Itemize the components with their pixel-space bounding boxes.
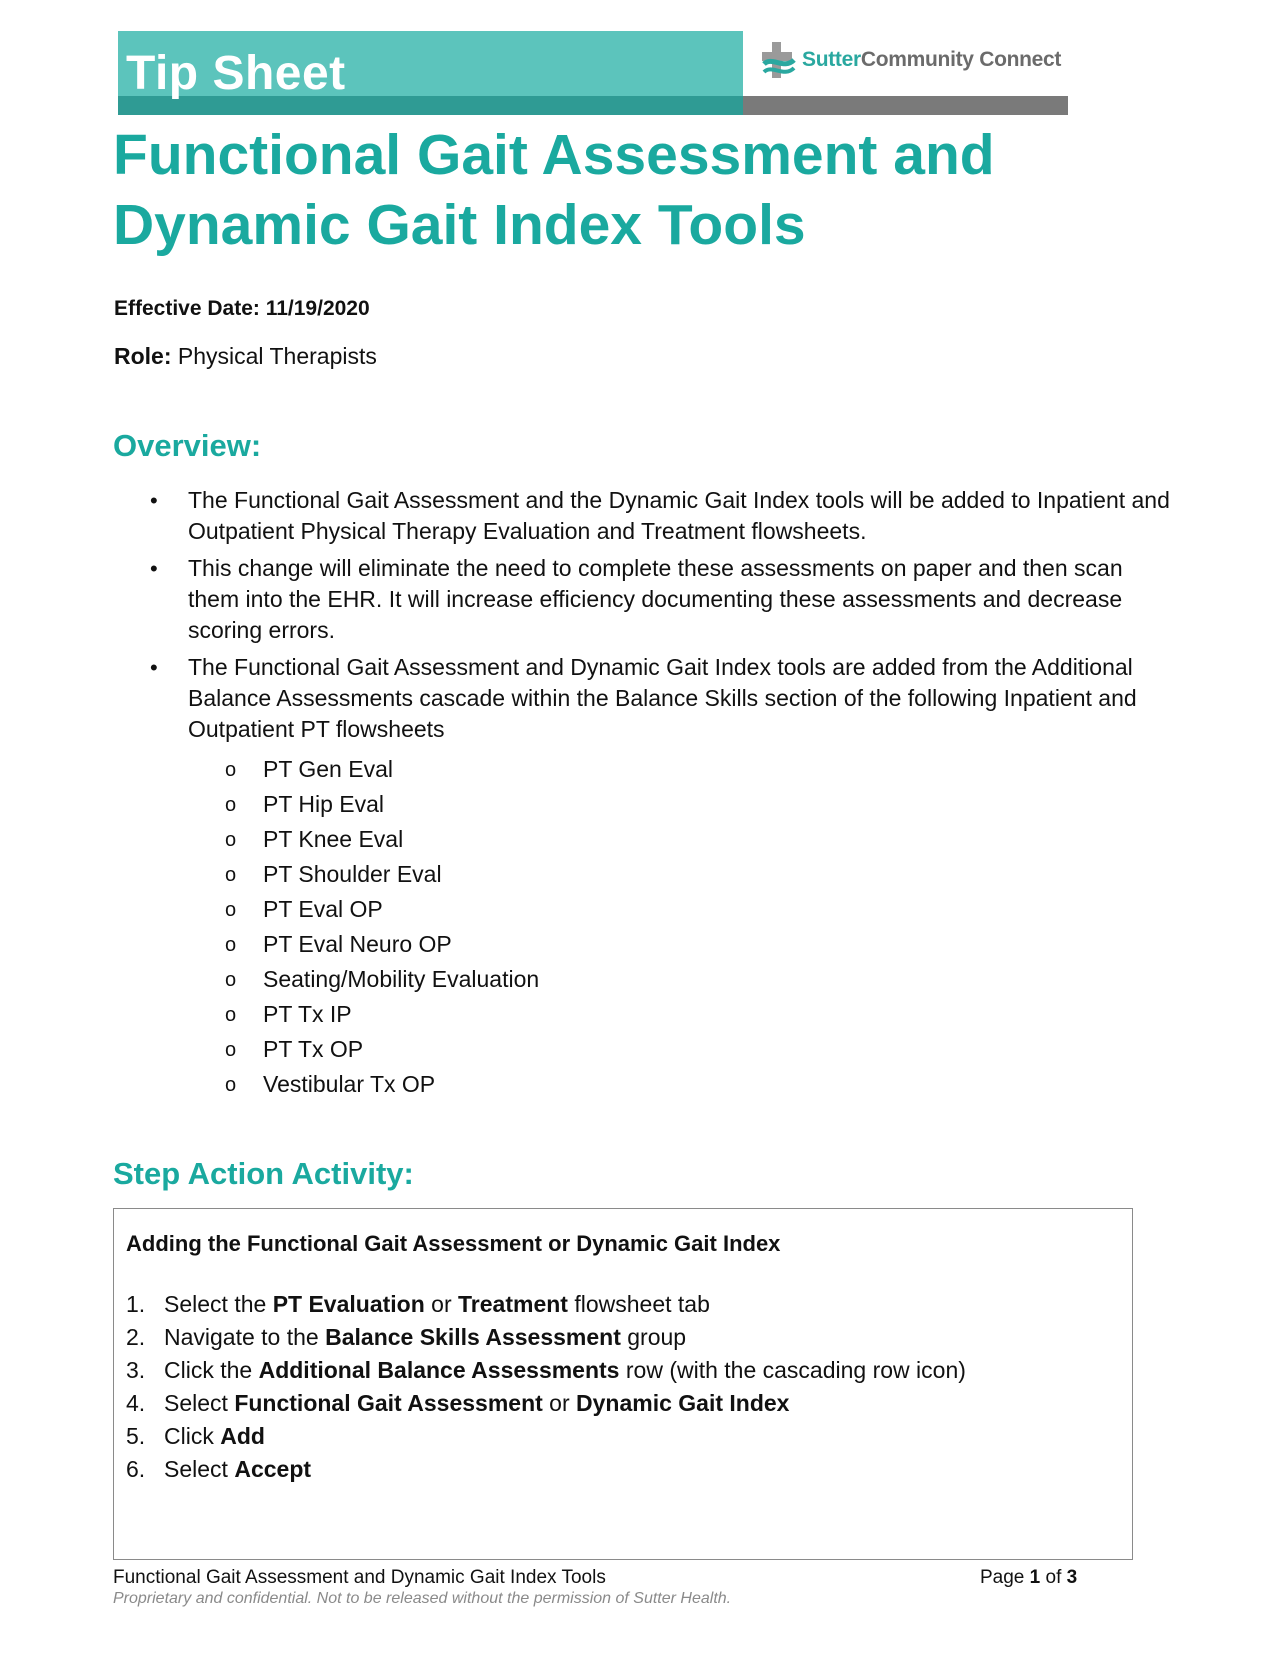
circle-bullet-icon: o xyxy=(225,969,237,991)
step-number: 6. xyxy=(126,1456,146,1482)
circle-bullet-icon: o xyxy=(225,864,237,886)
step-text: group xyxy=(620,1324,687,1350)
list-item xyxy=(225,859,539,894)
list-item xyxy=(150,652,1180,745)
page-of: of xyxy=(1040,1567,1067,1588)
step-bold: Functional Gait Assessment xyxy=(234,1390,543,1416)
step-bold: Additional Balance Assessments xyxy=(258,1357,620,1383)
list-item xyxy=(126,1421,966,1454)
step-list xyxy=(126,1289,966,1487)
step-number: 4. xyxy=(126,1390,146,1416)
flowsheet-list xyxy=(225,754,539,1104)
list-item xyxy=(225,1069,539,1104)
step-number: 2. xyxy=(126,1324,146,1350)
bullet-text: This change will eliminate the need to complete these assessments on paper and then scan them into the EHR. It will increase efficiency documenting these assessments and decrease scoring errors. xyxy=(188,555,1123,643)
logo-text xyxy=(802,48,1061,72)
list-item xyxy=(225,1034,539,1069)
list-item xyxy=(225,964,539,999)
circle-bullet-icon: o xyxy=(225,1074,237,1096)
flowsheet-name: PT Knee Eval xyxy=(263,826,404,852)
effective-date: Effective Date: 11/19/2020 xyxy=(114,297,370,320)
page-title xyxy=(113,120,1113,260)
step-bold: Accept xyxy=(234,1456,312,1482)
step-text: flowsheet tab xyxy=(567,1291,710,1317)
step-text: Select xyxy=(164,1456,235,1482)
step-bold: Add xyxy=(220,1423,265,1449)
footer-doc-title: Functional Gait Assessment and Dynamic Gait Index Tools xyxy=(113,1567,606,1588)
confidential-note: Proprietary and confidential. Not to be released without the permission of Sutter Health. xyxy=(113,1590,732,1607)
step-text: Click the xyxy=(164,1357,259,1383)
role-value: Physical Therapists xyxy=(171,343,377,369)
role-line xyxy=(114,343,377,370)
page-prefix: Page xyxy=(980,1567,1030,1588)
circle-bullet-icon: o xyxy=(225,1004,237,1026)
list-item xyxy=(126,1355,966,1388)
list-item xyxy=(126,1454,966,1487)
overview-heading: Overview: xyxy=(113,428,262,463)
step-bold: Balance Skills Assessment xyxy=(325,1324,621,1350)
flowsheet-name: PT Eval Neuro OP xyxy=(263,931,452,957)
role-label: Role: xyxy=(114,343,172,369)
banner-title: Tip Sheet xyxy=(126,47,346,100)
title-line-1: Functional Gait Assessment and xyxy=(113,123,995,187)
list-item xyxy=(225,929,539,964)
flowsheet-name: PT Hip Eval xyxy=(263,791,385,817)
page-current: 1 xyxy=(1029,1567,1041,1588)
sutter-logo xyxy=(758,43,1061,77)
overview-bullets xyxy=(150,485,1180,751)
logo-community-connect: Community Connect xyxy=(860,48,1062,71)
bullet-icon: • xyxy=(150,655,158,680)
circle-bullet-icon: o xyxy=(225,899,237,921)
page-total: 3 xyxy=(1066,1567,1078,1588)
list-item xyxy=(225,824,539,859)
step-number: 3. xyxy=(126,1357,146,1383)
flowsheet-name: PT Shoulder Eval xyxy=(263,861,442,887)
flowsheet-name: Seating/Mobility Evaluation xyxy=(263,966,540,992)
circle-bullet-icon: o xyxy=(225,1039,237,1061)
step-number: 1. xyxy=(126,1291,146,1317)
logo-sutter: Sutter xyxy=(802,48,861,71)
list-item xyxy=(150,553,1180,646)
flowsheet-name: PT Gen Eval xyxy=(263,756,393,782)
sutter-logo-icon xyxy=(758,40,798,80)
step-action-heading: Step Action Activity: xyxy=(113,1156,414,1191)
list-item xyxy=(225,789,539,824)
bullet-icon: • xyxy=(150,556,158,581)
step-box-title: Adding the Functional Gait Assessment or Dynamic Gait Index xyxy=(126,1231,781,1256)
bullet-icon: • xyxy=(150,488,158,513)
list-item xyxy=(126,1289,966,1322)
list-item xyxy=(126,1322,966,1355)
step-text: Navigate to the xyxy=(164,1324,326,1350)
list-item xyxy=(225,999,539,1034)
step-action-box xyxy=(113,1208,1133,1560)
list-item xyxy=(126,1388,966,1421)
flowsheet-name: Vestibular Tx OP xyxy=(263,1071,436,1097)
step-text: or xyxy=(424,1291,459,1317)
step-text: Select xyxy=(164,1390,235,1416)
footer-page-number xyxy=(980,1567,1077,1589)
step-text: or xyxy=(542,1390,577,1416)
circle-bullet-icon: o xyxy=(225,934,237,956)
flowsheet-name: PT Tx OP xyxy=(263,1036,364,1062)
step-text: Select the xyxy=(164,1291,273,1317)
step-bold: Treatment xyxy=(458,1291,568,1317)
step-number: 5. xyxy=(126,1423,146,1449)
list-item xyxy=(225,754,539,789)
flowsheet-name: PT Tx IP xyxy=(263,1001,352,1027)
banner-gray-bar xyxy=(743,96,1068,115)
list-item xyxy=(150,485,1180,547)
step-text: row (with the cascading row icon) xyxy=(619,1357,966,1383)
bullet-text: The Functional Gait Assessment and Dynamic Gait Index tools are added from the Additional Balance Assessments cascade within the Balance Skills section of the following Inpatient and Outpatient PT flowsheets xyxy=(188,654,1137,742)
circle-bullet-icon: o xyxy=(225,794,237,816)
step-bold: Dynamic Gait Index xyxy=(576,1390,790,1416)
flowsheet-name: PT Eval OP xyxy=(263,896,383,922)
list-item xyxy=(225,894,539,929)
bullet-text: The Functional Gait Assessment and the Dynamic Gait Index tools will be added to Inpatient and Outpatient Physical Therapy Evaluation and Treatment flowsheets. xyxy=(188,487,1170,544)
step-bold: PT Evaluation xyxy=(272,1291,425,1317)
tip-sheet-banner xyxy=(118,31,1068,115)
step-text: Click xyxy=(164,1423,221,1449)
circle-bullet-icon: o xyxy=(225,759,237,781)
title-line-2: Dynamic Gait Index Tools xyxy=(113,193,806,257)
circle-bullet-icon: o xyxy=(225,829,237,851)
